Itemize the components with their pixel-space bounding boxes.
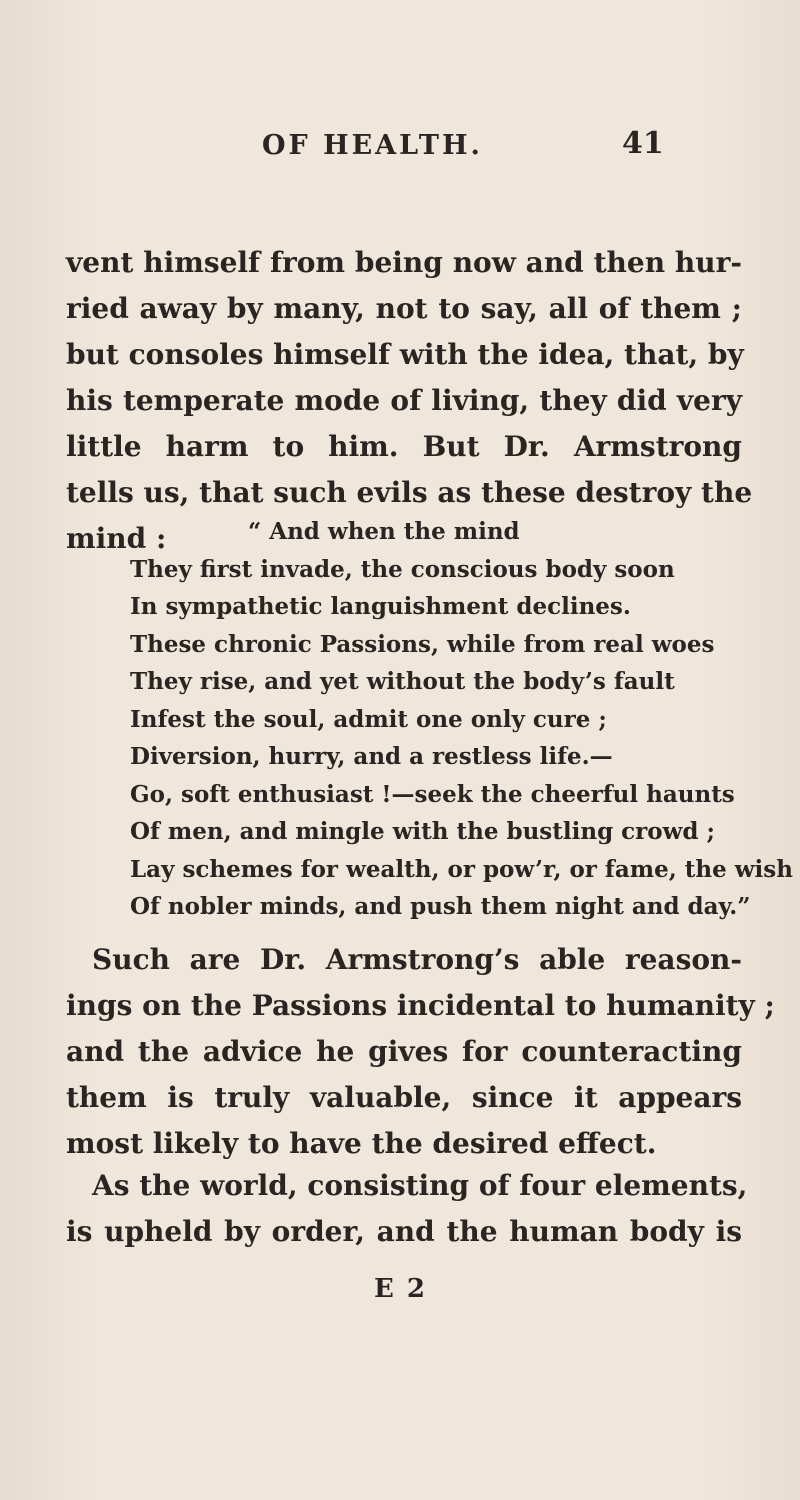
text-line: As the world, consisting of four elements, xyxy=(92,1169,748,1202)
verse-quotation xyxy=(130,513,793,926)
text-line: tells us, that such evils as these destroy the xyxy=(66,476,753,509)
signature-mark: E 2 xyxy=(374,1274,427,1304)
running-title: OF HEALTH. xyxy=(262,130,483,161)
verse-line: Diversion, hurry, and a restless life.— xyxy=(130,743,613,770)
running-head xyxy=(0,126,800,170)
text-line: little harm to him. But Dr. Armstrong xyxy=(66,430,742,463)
page-number: 41 xyxy=(622,126,664,161)
text-line: but consoles himself with the idea, that, by xyxy=(66,338,744,371)
text-line: vent himself from being now and then hur- xyxy=(66,246,742,279)
verse-line: Infest the soul, admit one only cure ; xyxy=(130,705,607,733)
text-line: them is truly valuable, since it appears xyxy=(66,1081,742,1114)
text-line: ings on the Passions incidental to humanity ; xyxy=(66,989,775,1022)
verse-line: Of nobler minds, and push them night and day.” xyxy=(130,893,751,920)
text-line: and the advice he gives for counteracting xyxy=(66,1035,742,1068)
verse-line: Go, soft enthusiast !—seek the cheerful haunts xyxy=(130,780,735,808)
verse-line: They rise, and yet without the body’s fault xyxy=(130,668,675,695)
text-line: most likely to have the desired effect. xyxy=(66,1127,657,1160)
paragraph-2 xyxy=(66,937,775,1167)
text-line: his temperate mode of living, they did very xyxy=(66,384,742,417)
verse-line: “ And when the mind xyxy=(248,518,520,545)
text-line: mind : xyxy=(66,522,167,555)
verse-line: They first invade, the conscious body soon xyxy=(130,555,675,583)
paragraph-3 xyxy=(66,1163,748,1255)
verse-line: Lay schemes for wealth, or pow’r, or fame, the wish xyxy=(130,855,793,883)
verse-line: In sympathetic languishment declines. xyxy=(130,593,631,620)
verse-line: These chronic Passions, while from real woes xyxy=(130,630,715,658)
verse-line: Of men, and mingle with the bustling crowd ; xyxy=(130,818,715,845)
text-line: ried away by many, not to say, all of them ; xyxy=(66,292,742,325)
text-line: is upheld by order, and the human body is xyxy=(66,1215,742,1248)
text-line: Such are Dr. Armstrong’s able reason- xyxy=(92,943,742,976)
